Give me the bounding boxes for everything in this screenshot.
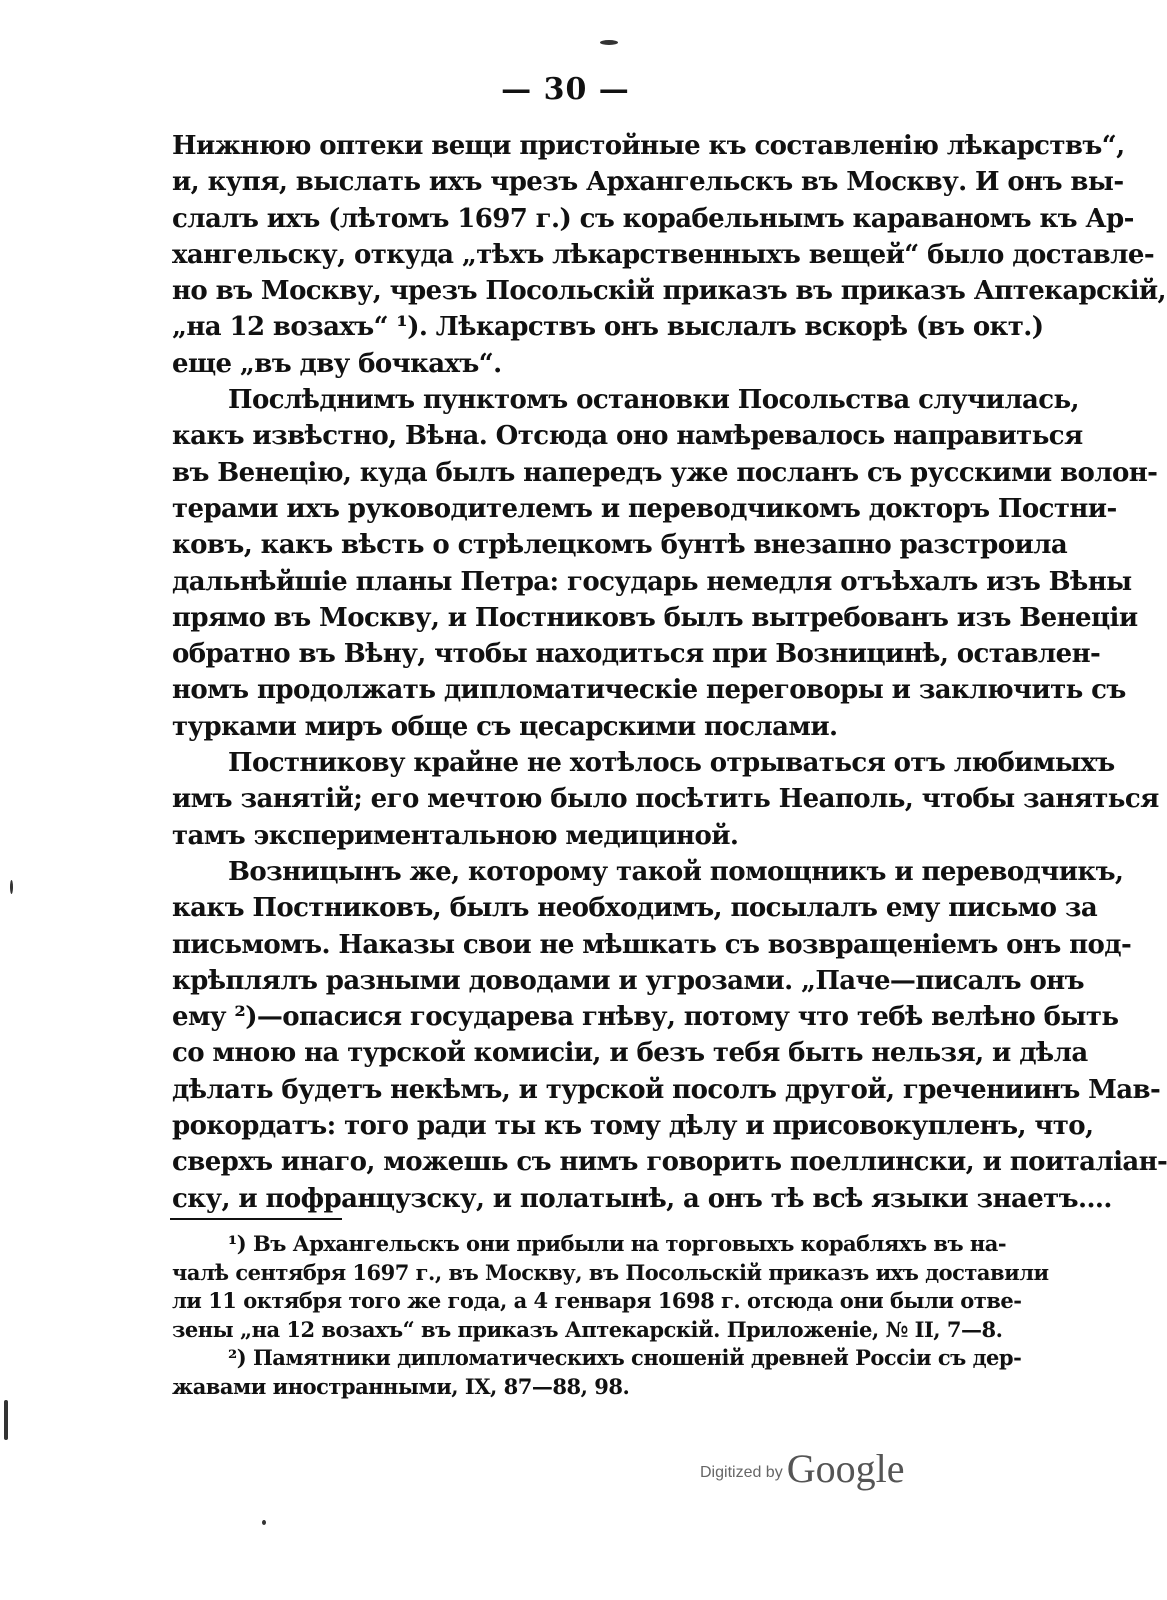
text-line: Послѣднимъ пунктомъ остановки Посольства случилась, <box>228 385 1079 416</box>
text-line: терами ихъ руководителемъ и переводчикомъ докторъ Постни- <box>172 493 1117 524</box>
text-line: письмомъ. Наказы свои не мѣшкать съ возвращеніемъ онъ под- <box>172 929 1132 960</box>
text-line: имъ занятій; его мечтою было посѣтить Неаполь, чтобы заняться <box>172 784 1159 815</box>
text-line: крѣплялъ разными доводами и угрозами. „Паче—писалъ онъ <box>172 965 1084 996</box>
footnotes <box>172 1230 1049 1401</box>
page-number: — 30 — <box>501 72 630 107</box>
scan-speck <box>600 40 618 45</box>
text-line: слалъ ихъ (лѣтомъ 1697 г.) съ корабельнымъ караваномъ къ Ар- <box>172 203 1134 234</box>
footnote-line: ²) Памятники дипломатическихъ сношеній древней Россіи съ дер- <box>228 1345 1022 1370</box>
text-line: прямо въ Москву, и Постниковъ былъ вытребованъ изъ Венеціи <box>172 602 1138 633</box>
text-line: „на 12 возахъ“ ¹). Лѣкарствъ онъ выслалъ вскорѣ (въ окт.) <box>172 312 1044 343</box>
text-line: рокордатъ: того ради ты къ тому дѣлу и присовокупленъ, что, <box>172 1111 1094 1142</box>
text-line: хангельску, откуда „тѣхъ лѣкарственныхъ вещей“ было доставле- <box>172 239 1155 270</box>
text-line: еще „въ дву бочкахъ“. <box>172 348 502 379</box>
text-line: ковъ, какъ вѣсть о стрѣлецкомъ бунтѣ внезапно разстроила <box>172 530 1068 561</box>
text-line: номъ продолжать дипломатическіе переговоры и заключить съ <box>172 675 1126 706</box>
text-line: Нижнюю оптеки вещи пристойные къ составленію лѣкарствъ“, <box>172 131 1125 161</box>
text-line: турками миръ обще съ цесарскими послами. <box>172 711 838 742</box>
text-line: въ Венецію, куда былъ напередъ уже посланъ съ русскими волон- <box>172 457 1158 488</box>
text-line: Постникову крайне не хотѣлось отрываться отъ любимыхъ <box>228 748 1115 779</box>
text-line: дѣлать будетъ некѣмъ, и турской посолъ другой, гречениинъ Мав- <box>172 1074 1161 1105</box>
text-line: какъ извѣстно, Вѣна. Отсюда оно намѣревалось направиться <box>172 421 1083 452</box>
footnote-line: ли 11 октября того же года, а 4 генваря 1698 г. отсюда они были отве- <box>172 1288 1022 1313</box>
scan-speck <box>4 1400 8 1440</box>
text-line: ему ²)—опасися государева гнѣву, потому что тебѣ велѣно быть <box>172 1002 1119 1033</box>
footnote-line: чалѣ сентября 1697 г., въ Москву, въ Посольскій приказъ ихъ доставили <box>172 1259 1049 1285</box>
footnote-line: ¹) Въ Архангельскъ они прибыли на торговыхъ корабляхъ въ на- <box>228 1231 1007 1256</box>
scan-speck <box>262 1520 266 1525</box>
watermark-prefix: Digitized by <box>700 1464 783 1481</box>
google-logo: Google <box>786 1446 905 1491</box>
text-line: дальнѣйшіе планы Петра: государь немедля отъѣхалъ изъ Вѣны <box>172 566 1132 597</box>
body-text <box>172 128 1167 1217</box>
footnote-line: зены „на 12 возахъ“ въ приказъ Аптекарскій. Приложеніе, № II, 7—8. <box>172 1316 1003 1342</box>
text-line: какъ Постниковъ, былъ необходимъ, посылалъ ему письмо за <box>172 893 1098 924</box>
text-line: обратно въ Вѣну, чтобы находиться при Возницинѣ, оставлен- <box>172 639 1101 670</box>
footnote-line: жавами иностранными, IX, 87—88, 98. <box>172 1373 630 1399</box>
text-line: но въ Москву, чрезъ Посольскій приказъ въ приказъ Аптекарскій, <box>172 276 1166 307</box>
text-line: ску, и пофранцузску, и полатынѣ, а онъ тѣ всѣ языки знаетъ.... <box>172 1183 1112 1214</box>
footnote-divider <box>170 1218 342 1220</box>
text-line: сверхъ инаго, можешь съ нимъ говорить поеллински, и поиталіан- <box>172 1147 1167 1178</box>
text-line: и, купя, выслать ихъ чрезъ Архангельскъ въ Москву. И онъ вы- <box>172 167 1124 198</box>
text-line: со мною на турской комисіи, и безъ тебя быть нельзя, и дѣла <box>172 1038 1088 1069</box>
scan-speck <box>10 880 13 894</box>
digitized-watermark <box>700 1432 920 1492</box>
text-line: тамъ экспериментальною медициной. <box>172 820 739 851</box>
text-line: Возницынъ же, которому такой помощникъ и переводчикъ, <box>228 856 1124 887</box>
